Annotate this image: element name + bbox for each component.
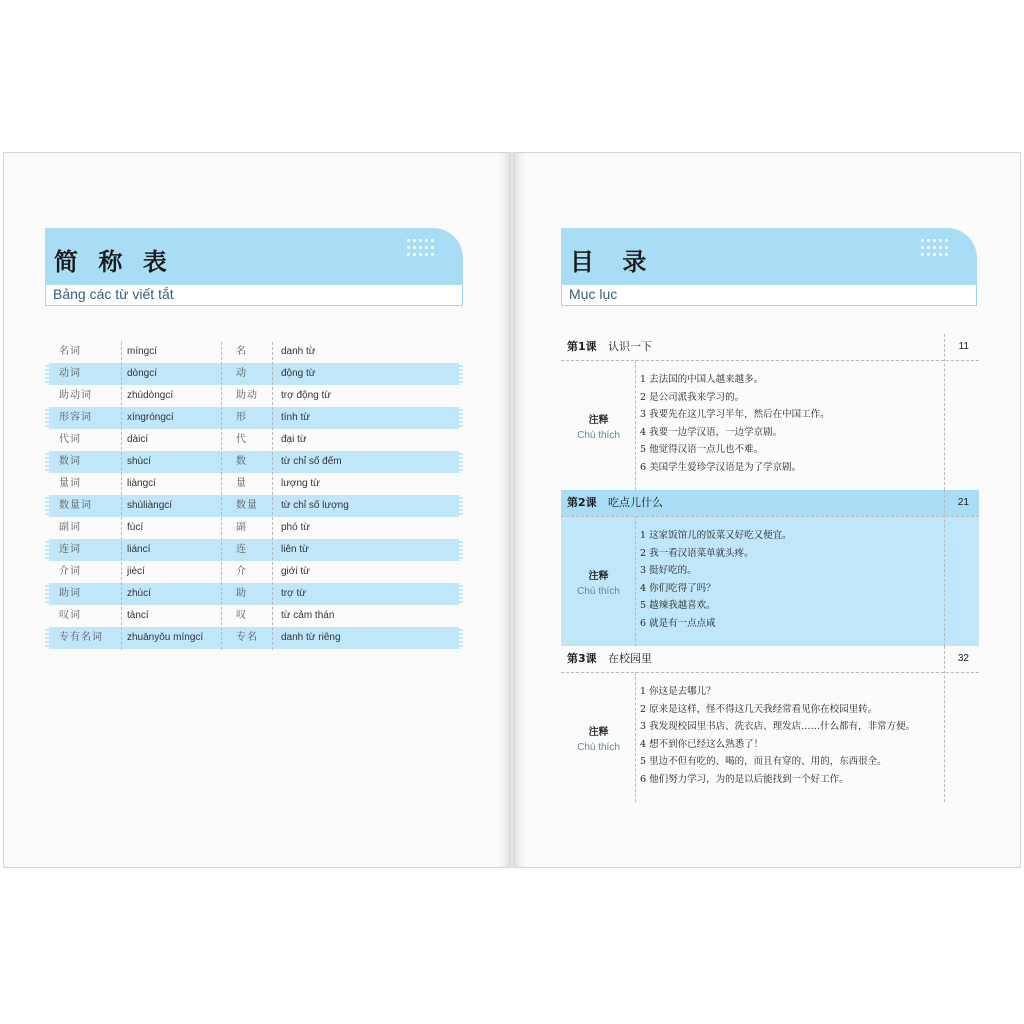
term-abbreviation: 专名 [236,632,258,643]
list-item: 1 你这是去哪儿？ [640,686,716,697]
list-item: 5 他觉得汉语一点儿也不难。 [640,444,764,456]
term-pinyin: dòngcí [127,368,158,379]
lesson-page-number: 32 [957,653,969,664]
term-vietnamese: tính từ [281,412,310,423]
term-abbreviation: 介 [236,566,247,577]
term-pinyin: shùliàngcí [127,500,173,511]
term-pinyin: zhuānyǒu míngcí [127,632,204,643]
lesson-notes [561,360,979,490]
term-pinyin: zhùcí [127,588,151,599]
term-vietnamese: phó từ [281,522,310,533]
table-row [45,627,463,649]
notes-list [640,371,939,477]
term-chinese: 数量词 [59,500,92,511]
term-vietnamese: đại từ [281,434,307,445]
header-band [561,228,977,285]
term-pinyin: jiècí [127,566,145,577]
list-item: 4 我要一边学汉语，一边学京剧。 [640,426,783,438]
lesson-number: 第1课 [567,340,597,353]
column-divider [635,360,636,490]
lesson-number: 第2课 [567,496,597,509]
term-chinese: 助词 [59,588,81,599]
header-band [45,228,463,285]
term-pinyin: shùcí [127,456,151,467]
term-chinese: 助动词 [59,390,92,401]
term-vietnamese: danh từ riêng [281,632,341,643]
lesson-heading[interactable] [561,490,979,516]
list-item: 6 美国学生爱珍学汉语是为了学京剧。 [640,461,802,473]
list-item: 1 去法国的中国人越来越多。 [640,374,764,385]
term-vietnamese: từ chỉ số đếm [281,456,342,467]
term-abbreviation: 形 [236,412,247,423]
page-subtitle: Bảng các từ viết tắt [45,285,463,306]
notes-label [561,723,636,753]
term-vietnamese: trợ động từ [281,390,331,401]
term-abbreviation: 数 [236,456,247,467]
list-item: 1 这家饭馆儿的饭菜又好吃又便宜。 [640,530,792,541]
dot-grid-icon [921,239,951,261]
term-pinyin: liáncí [127,544,151,555]
list-item: 3 挺好吃的。 [640,565,697,577]
table-row [45,429,463,451]
list-item: 5 越辣我越喜欢。 [640,600,716,612]
column-divider [635,672,636,802]
term-vietnamese: giới từ [281,566,310,577]
table-row [45,583,463,605]
table-row [45,561,463,583]
column-divider [121,342,122,650]
lesson-page-number: 21 [957,497,969,508]
table-row [45,341,463,363]
column-divider [635,516,636,646]
table-row [45,363,463,385]
term-chinese: 数词 [59,456,81,467]
list-item: 2 是公司派我来学习的。 [640,391,745,403]
abbreviation-header [45,228,463,305]
lesson-title: 在校园里 [608,652,652,665]
term-chinese: 形容词 [59,412,92,423]
term-pinyin: xíngróngcí [127,412,174,423]
term-chinese: 代词 [59,434,81,445]
page-title: 目 录 [570,248,657,276]
lesson-notes [561,672,979,802]
term-abbreviation: 副 [236,522,247,533]
notes-label-vietnamese: Chú thích [577,430,620,441]
notes-label-vietnamese: Chú thích [577,742,620,753]
term-pinyin: míngcí [127,346,158,357]
column-divider [944,646,945,802]
list-item: 6 他们努力学习，为的是以后能找到一个好工作。 [640,773,849,785]
table-row [45,517,463,539]
column-divider [944,334,945,490]
column-divider [944,490,945,646]
lesson-heading[interactable] [561,646,979,672]
term-abbreviation: 数量 [236,500,258,511]
term-chinese: 专有名词 [59,632,103,643]
term-chinese: 动词 [59,368,81,379]
table-row [45,605,463,627]
page-subtitle: Mục lục [561,285,977,306]
notes-list [640,683,939,789]
list-item: 6 就是有一点点咸 [640,617,716,629]
term-abbreviation: 动 [236,368,247,379]
toc-header [561,228,977,305]
term-abbreviation: 叹 [236,610,247,621]
lesson-title: 吃点儿什么 [608,496,663,509]
column-divider [221,342,222,650]
term-vietnamese: liên từ [281,544,309,555]
term-pinyin: dàicí [127,434,149,445]
lesson-notes [561,516,979,646]
term-abbreviation: 量 [236,478,247,489]
list-item: 2 我一看汉语菜单就头疼。 [640,547,754,559]
notes-label-chinese: 注释 [588,571,609,582]
term-abbreviation: 代 [236,434,247,445]
term-vietnamese: từ cảm thán [281,610,335,621]
notes-label [561,411,636,441]
term-chinese: 名词 [59,346,81,357]
term-vietnamese: trợ từ [281,588,306,599]
notes-label-chinese: 注释 [588,415,609,426]
list-item: 4 你们吃得了吗？ [640,582,716,594]
notes-label-vietnamese: Chú thích [577,586,620,597]
term-abbreviation: 名 [236,346,247,357]
term-pinyin: fùcí [127,522,144,533]
list-item: 2 原来是这样，怪不得这几天我经常看见你在校园里转。 [640,703,878,715]
list-item: 4 想不到你已经这么熟悉了！ [640,738,764,750]
table-row [45,539,463,561]
table-row [45,495,463,517]
notes-label-chinese: 注释 [588,727,609,738]
lesson-heading[interactable] [561,334,979,360]
notes-list [640,527,939,633]
lesson-title: 认识一下 [608,340,652,353]
list-item: 5 里边不但有吃的、喝的，而且有穿的、用的，东西很全。 [640,756,887,768]
term-abbreviation: 助 [236,588,247,599]
list-item: 3 我发现校园里书店、洗衣店、理发店……什么都有，非常方便。 [640,721,916,733]
term-chinese: 量词 [59,478,81,489]
term-pinyin: liàngcí [127,478,156,489]
column-divider [272,342,273,650]
abbreviation-table [45,341,463,649]
table-row [45,473,463,495]
page-title: 简 称 表 [54,248,173,276]
notes-label [561,567,636,597]
term-vietnamese: động từ [281,368,316,379]
lesson-page-number: 11 [958,341,969,352]
table-row [45,385,463,407]
toc-lesson[interactable] [561,334,979,490]
term-vietnamese: từ chỉ số lượng [281,500,349,511]
term-abbreviation: 连 [236,544,247,555]
term-chinese: 连词 [59,544,81,555]
term-pinyin: tàncí [127,610,149,621]
table-row [45,407,463,429]
term-chinese: 副词 [59,522,81,533]
lesson-number: 第3课 [567,652,597,665]
toc-lesson[interactable] [561,646,979,802]
term-vietnamese: lượng từ [281,478,320,489]
dot-grid-icon [407,239,437,261]
term-pinyin: zhùdòngcí [127,390,174,401]
term-chinese: 叹词 [59,610,81,621]
list-item: 3 我要先在这儿学习半年，然后在中国工作。 [640,409,830,421]
term-abbreviation: 助动 [236,390,258,401]
table-row [45,451,463,473]
term-chinese: 介词 [59,566,81,577]
toc-lesson[interactable] [561,490,979,646]
term-vietnamese: danh từ [281,346,316,357]
table-of-contents [561,334,979,802]
